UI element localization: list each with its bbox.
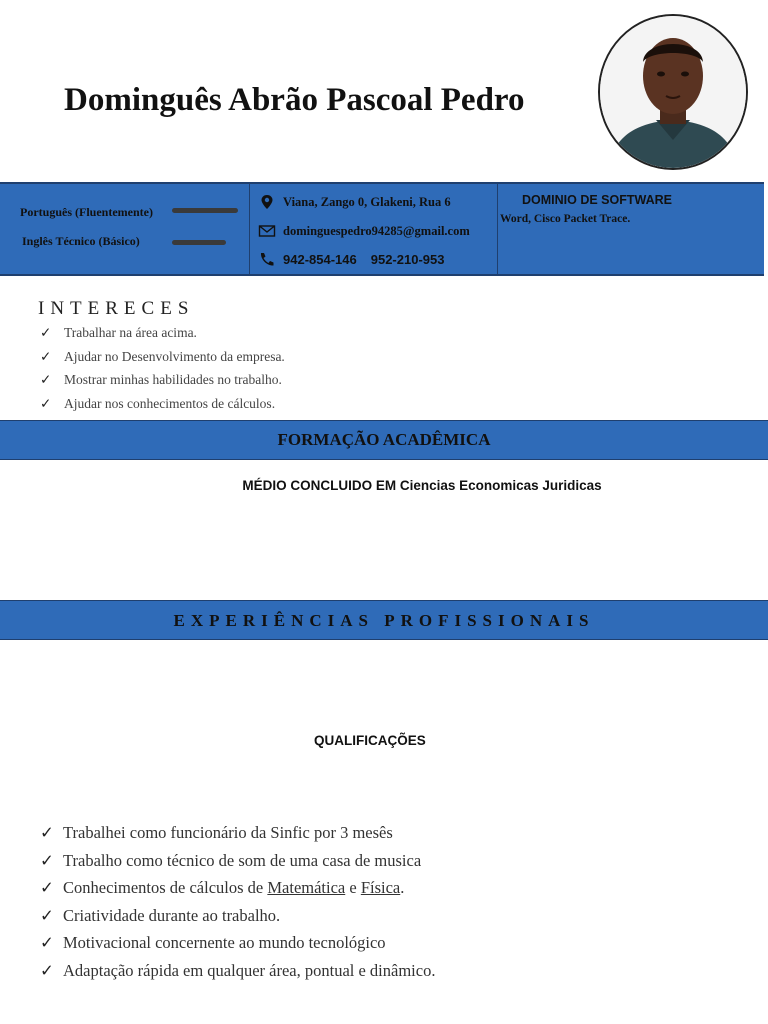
contact-address [258,194,451,210]
interests-list [40,321,285,415]
phone-number-2[interactable]: 952-210-953 [370,251,445,267]
language-level-bar-english [172,240,226,245]
check-icon: ✓ [40,933,54,952]
check-icon: ✓ [40,372,52,387]
subject-physics: Física [360,878,401,897]
check-icon: ✓ [40,878,54,897]
list-item [40,321,285,345]
qualifications-list [40,819,435,984]
software-list: Word, Cisco Packet Trace. [500,213,631,225]
phone-icon [258,251,276,267]
divider [497,184,498,274]
software-title: DOMINIO DE SOFTWARE [522,193,672,207]
check-icon: ✓ [40,823,54,842]
divider [249,184,250,274]
list-item [40,929,435,957]
qualifications-title: QUALIFICAÇÕES [314,733,426,748]
interest-text: Ajudar nos conhecimentos de cálculos. [64,395,276,411]
language-level-bar-portuguese [172,208,238,213]
contact-phone [258,251,444,267]
interest-text: Mostrar minhas habilidades no trabalho. [64,372,282,387]
address-text: Viana, Zango 0, Glakeni, Rua 6 [283,194,451,209]
check-icon: ✓ [40,850,54,870]
interest-text: Ajudar no Desenvolvimento da empresa. [64,348,285,364]
qualification-text: Trabalhei como funcionário da Sinfic por 3 mesês [63,823,393,842]
email-text[interactable]: dominguespedro94285@gmail.com [283,223,470,238]
location-pin-icon [258,194,276,210]
qualification-prefix: Conhecimentos de cálculos de [63,878,268,897]
qualification-text: Motivacional concernente ao mundo tecnológico [63,933,386,952]
check-icon: ✓ [40,348,52,364]
qualification-suffix: . [400,878,405,897]
subject-joiner: e [345,878,361,897]
check-icon: ✓ [40,325,52,340]
check-icon: ✓ [40,960,54,980]
list-item [40,392,285,416]
language-english: Inglês Técnico (Básico) [22,234,140,248]
education-header: FORMAÇÃO ACADÊMICA [0,420,768,460]
list-item [40,902,435,930]
experience-header: EXPERIÊNCIAS PROFISSIONAIS [0,600,768,640]
list-item [40,874,435,902]
check-icon: ✓ [40,905,54,925]
interests-title: INTERECES [38,298,195,319]
list-item [40,819,435,847]
list-item [40,847,435,875]
info-bar [0,182,764,276]
candidate-name: Dominguês Abrão Pascoal Pedro [64,82,525,118]
qualification-text [63,878,404,897]
qualification-text: Trabalho como técnico de som de uma casa de musica [63,850,422,870]
list-item [40,345,285,369]
list-item [40,368,285,392]
profile-photo [598,14,748,170]
qualification-text: Adaptação rápida em qualquer área, pontual e dinâmico. [63,960,436,980]
qualification-text: Criatividade durante ao trabalho. [63,905,281,925]
education-entry: MÉDIO CONCLUIDO EM Ciencias Economicas Juridicas [242,478,602,493]
envelope-icon [258,223,276,239]
check-icon: ✓ [40,395,52,411]
list-item [40,957,435,985]
contact-email [258,223,470,239]
phone-number-1[interactable]: 942-854-146 [283,251,357,267]
subject-mathematics: Matemática [267,878,346,897]
language-portuguese: Português (Fluentemente) [20,205,153,219]
interest-text: Trabalhar na área acima. [64,325,197,340]
